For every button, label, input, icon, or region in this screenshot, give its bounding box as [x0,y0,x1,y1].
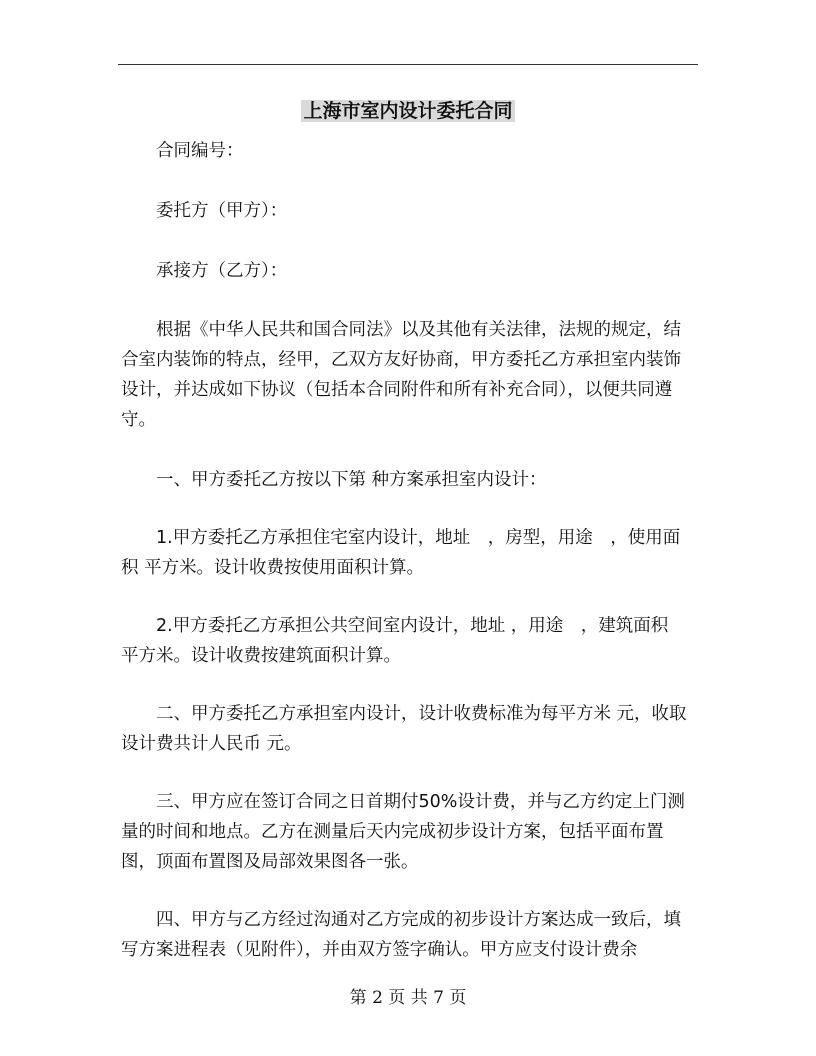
clause-3: 三、甲方应在签订合同之日首期付50%设计费，并与乙方约定上门测量的时间和地点。乙方在测量后天内完成初步设计方案，包括平面布置图，顶面布置图及局部效果图各一张。 [121,792,685,872]
party-a-line: 委托方（甲方）： [156,201,288,221]
clause-2: 二、甲方委托乙方承担室内设计，设计收费标准为每平方米 元，收取设计费共计人民币 元。 [121,704,687,754]
clause-1-heading: 一、甲方委托乙方按以下第 种方案承担室内设计： [156,470,547,490]
preamble-paragraph: 根据《中华人民共和国合同法》以及其他有关法律，法规的规定，结合室内装饰的特点，经甲，乙双方友好协商，甲方委托乙方承担室内装饰设计，并达成如下协议（包括本合同附件和所有补充合同），以便共同遵守。 [121,320,681,430]
title-text: 上海市室内设计委托合同 [303,100,513,122]
clause-4: 四、甲方与乙方经过沟通对乙方完成的初步设计方案达成一致后，填写方案进程表（见附件），并由双方签字确认。甲方应支付设计费余 [121,910,681,960]
page-footer: 第 2 页 共 7 页 [349,988,467,1008]
contract-number-line: 合同编号： [156,141,244,161]
party-b-line: 承接方（乙方）： [156,261,288,281]
clause-1-item-2: 2.甲方委托乙方承担公共空间室内设计，地址 ，用途 ，建筑面积 平方米。设计收费按建筑面积计算。 [121,616,686,666]
document-title [0,96,816,126]
document-body [121,136,696,965]
clause-1-item-1: 1.甲方委托乙方承担住宅室内设计，地址 ，房型，用途 ，使用面积 平方米。设计收费按使用面积计算。 [121,528,681,578]
header-rule [118,64,698,65]
